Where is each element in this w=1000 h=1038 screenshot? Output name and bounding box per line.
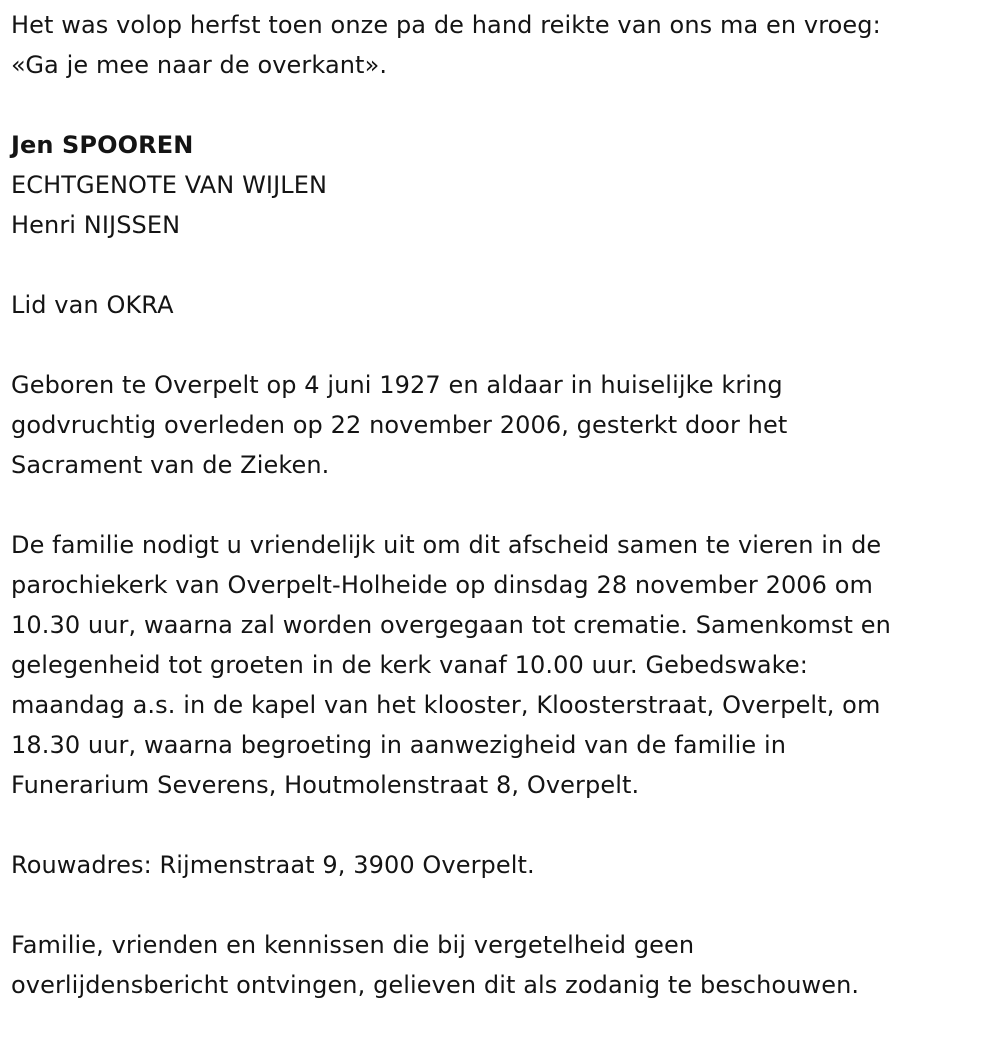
- paragraph-line: overlijdensbericht ontvingen, gelieven dit als zodanig te beschouwen.: [11, 971, 860, 999]
- paragraph-line: 10.30 uur, waarna zal worden overgegaan tot crematie. Samenkomst en: [11, 611, 891, 639]
- paragraph-line: De familie nodigt u vriendelijk uit om dit afscheid samen te vieren in de: [11, 531, 882, 559]
- opening-quote: [11, 5, 986, 85]
- paragraph-line: Sacrament van de Zieken.: [11, 451, 330, 479]
- quote-line: «Ga je mee naar de overkant».: [11, 51, 388, 79]
- mourning-address: Rouwadres: Rijmenstraat 9, 3900 Overpelt.: [11, 851, 535, 879]
- spacer: [11, 885, 986, 925]
- paragraph-line: 18.30 uur, waarna begroeting in aanwezigheid van de familie in: [11, 731, 787, 759]
- spacer: [11, 805, 986, 845]
- paragraph-line: Funerarium Severens, Houtmolenstraat 8, Overpelt.: [11, 771, 640, 799]
- ceremony-paragraph: [11, 525, 986, 805]
- quote-line: Het was volop herfst toen onze pa de hand reikte van ons ma en vroeg:: [11, 11, 881, 39]
- paragraph-line: parochiekerk van Overpelt-Holheide op dinsdag 28 november 2006 om: [11, 571, 874, 599]
- deceased-block: [11, 125, 986, 245]
- paragraph-line: gelegenheid tot groeten in de kerk vanaf 10.00 uur. Gebedswake:: [11, 651, 808, 679]
- birth-death-paragraph: [11, 365, 986, 485]
- obituary-notice: [11, 5, 986, 1005]
- closing-paragraph: [11, 925, 986, 1005]
- paragraph-line: Familie, vrienden en kennissen die bij vergetelheid geen: [11, 931, 695, 959]
- spacer: [11, 325, 986, 365]
- spouse-name: Henri NIJSSEN: [11, 211, 181, 239]
- paragraph-line: Geboren te Overpelt op 4 juni 1927 en aldaar in huiselijke kring: [11, 371, 783, 399]
- membership-text: Lid van OKRA: [11, 291, 174, 319]
- paragraph-line: godvruchtig overleden op 22 november 2006, gesterkt door het: [11, 411, 788, 439]
- deceased-name: Jen SPOOREN: [11, 131, 194, 159]
- paragraph-line: maandag a.s. in de kapel van het klooster, Kloosterstraat, Overpelt, om: [11, 691, 881, 719]
- spacer: [11, 245, 986, 285]
- spacer: [11, 85, 986, 125]
- relation-text: ECHTGENOTE VAN WIJLEN: [11, 171, 328, 199]
- spacer: [11, 485, 986, 525]
